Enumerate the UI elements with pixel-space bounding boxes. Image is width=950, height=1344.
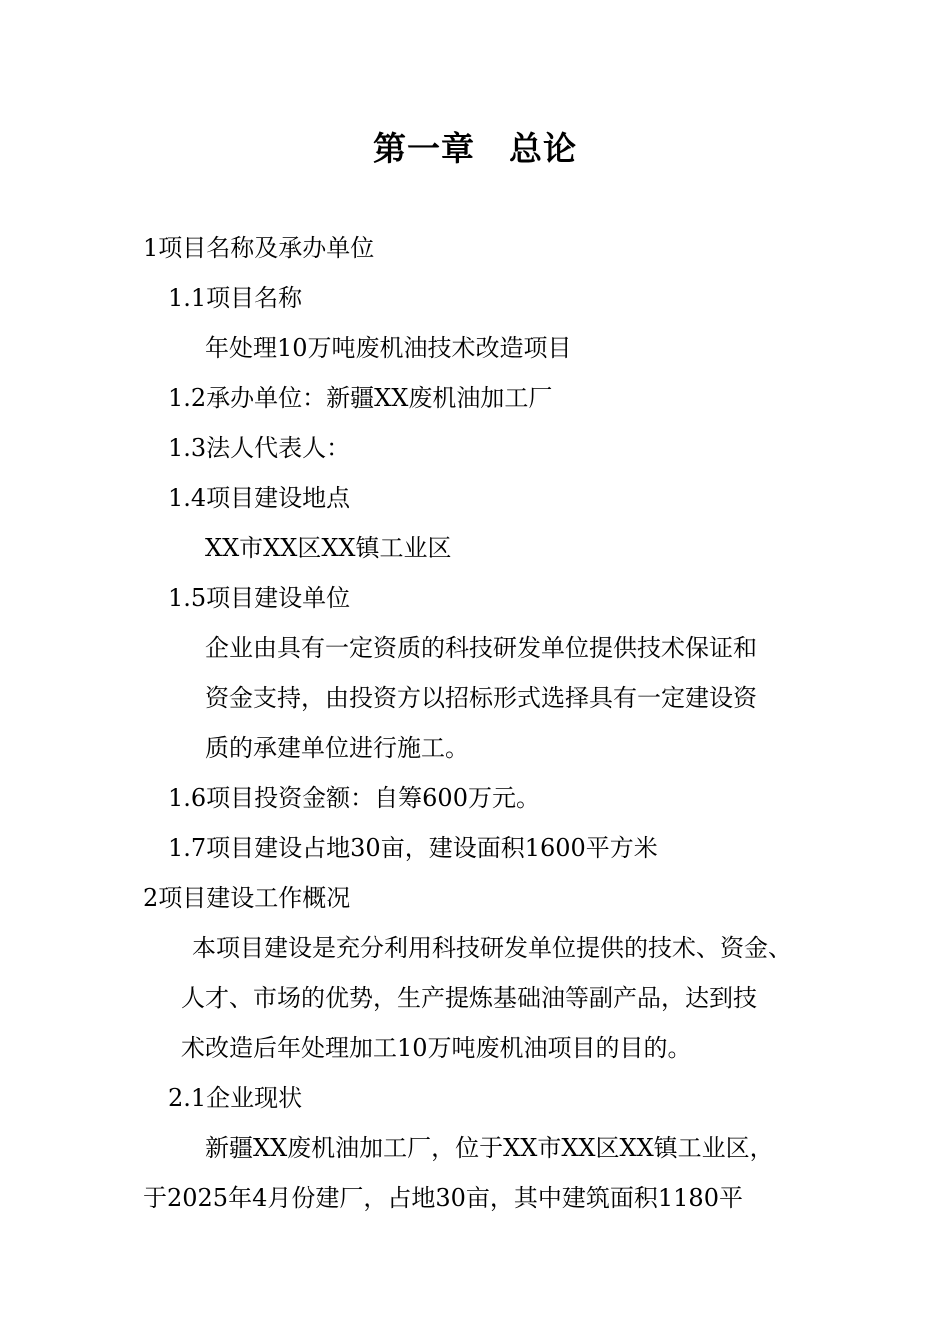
chapter-title: 第一章 总论 xyxy=(373,129,577,168)
paragraph-line: 质的承建单位进行施工。 xyxy=(205,734,469,762)
subsection-1-7: 1.7项目建设占地30亩，建设面积1600平方米 xyxy=(168,834,658,862)
paragraph-line: 本项目建设是充分利用科技研发单位提供的技术、资金、 xyxy=(192,934,792,962)
paragraph-line: 于2025年4月份建厂，占地30亩，其中建筑面积1180平 xyxy=(143,1184,743,1212)
section-heading-1: 1项目名称及承办单位 xyxy=(143,234,375,262)
subsection-1-5: 1.5项目建设单位 xyxy=(168,584,351,612)
paragraph-line: 人才、市场的优势，生产提炼基础油等副产品，达到技 xyxy=(181,984,757,1012)
subsection-1-2: 1.2承办单位：新疆XX废机油加工厂 xyxy=(168,384,553,412)
location-text: XX市XX区XX镇工业区 xyxy=(205,534,452,562)
paragraph-line: 企业由具有一定资质的科技研发单位提供技术保证和 xyxy=(205,634,757,662)
subsection-1-6: 1.6项目投资金额：自筹600万元。 xyxy=(168,784,540,812)
subsection-1-1: 1.1项目名称 xyxy=(168,284,303,312)
paragraph-line: 术改造后年处理加工10万吨废机油项目的目的。 xyxy=(181,1034,692,1062)
subsection-2-1: 2.1企业现状 xyxy=(168,1084,303,1112)
paragraph-line: 资金支持，由投资方以招标形式选择具有一定建设资 xyxy=(205,684,757,712)
paragraph-line: 新疆XX废机油加工厂，位于XX市XX区XX镇工业区， xyxy=(205,1134,774,1162)
project-name-text: 年处理10万吨废机油技术改造项目 xyxy=(205,334,572,362)
subsection-1-3: 1.3法人代表人： xyxy=(168,434,351,462)
subsection-1-4: 1.4项目建设地点 xyxy=(168,484,351,512)
section-heading-2: 2项目建设工作概况 xyxy=(143,884,351,912)
